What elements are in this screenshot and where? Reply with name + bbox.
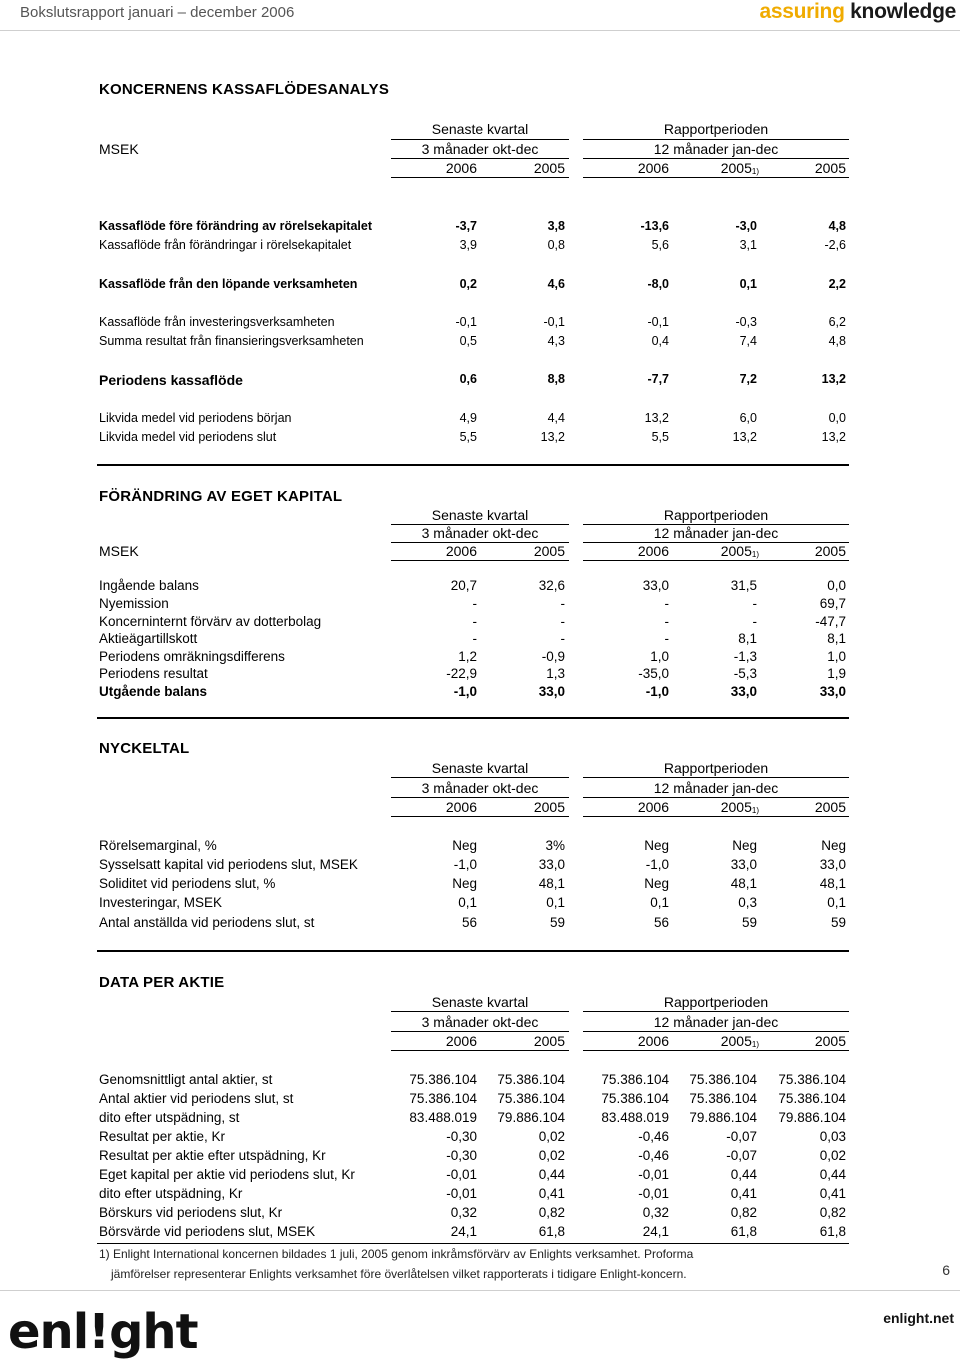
cell-value: 0,4 bbox=[651, 334, 669, 348]
header-divider bbox=[0, 30, 960, 31]
header-rule bbox=[391, 139, 569, 140]
table-row bbox=[97, 1167, 849, 1185]
row-label: Utgående balans bbox=[99, 684, 208, 699]
table-row bbox=[97, 915, 849, 933]
year-header: 2005 bbox=[533, 160, 565, 176]
cell-value: 0,3 bbox=[738, 895, 757, 910]
header-rule bbox=[391, 1031, 569, 1032]
year-header-footnoted bbox=[675, 799, 759, 815]
table-row bbox=[97, 277, 849, 295]
cell-value: 31,5 bbox=[730, 578, 757, 593]
period-subtitle: 12 månader jan-dec bbox=[653, 780, 779, 796]
cell-value: 79.886.104 bbox=[497, 1110, 565, 1125]
cell-value: 61,8 bbox=[538, 1224, 565, 1239]
cell-value: 0,03 bbox=[819, 1129, 846, 1144]
cell-value: 33,0 bbox=[642, 578, 669, 593]
quarter-subtitle: 3 månader okt-dec bbox=[421, 141, 539, 157]
cell-value: Neg bbox=[644, 876, 669, 891]
cell-value: - bbox=[560, 614, 565, 629]
cell-value: 4,9 bbox=[459, 411, 477, 425]
table-row bbox=[97, 1205, 849, 1223]
year-header: 2006 bbox=[445, 160, 477, 176]
cell-value: 59 bbox=[741, 915, 757, 930]
section-divider bbox=[97, 1243, 849, 1244]
year-header: 2005 bbox=[533, 543, 565, 559]
cashflow-section bbox=[97, 78, 849, 470]
cell-value: 3,9 bbox=[459, 238, 477, 252]
cell-value: 75.386.104 bbox=[689, 1072, 757, 1087]
table-row bbox=[97, 895, 849, 913]
cell-value: 6,0 bbox=[739, 411, 757, 425]
row-label: Kassaflöde från förändringar i rörelsekapitalet bbox=[99, 238, 352, 252]
table-row bbox=[97, 666, 849, 684]
cell-value: 13,2 bbox=[821, 372, 846, 386]
table-row bbox=[97, 219, 849, 237]
cell-value: -3,7 bbox=[455, 219, 477, 233]
row-label: Kassaflöde från den löpande verksamheten bbox=[99, 277, 358, 291]
year-header-value: 2005 bbox=[720, 160, 752, 176]
cell-value: -1,3 bbox=[733, 649, 757, 664]
footnote-marker: 1) bbox=[751, 1040, 759, 1049]
footnote-line-2: jämförelser representerar Enlights verksamhet före överlåtelsen vilket rapporterats i tidigare Enlight-koncern. bbox=[111, 1267, 687, 1281]
cell-value: 0,6 bbox=[459, 372, 477, 386]
cell-value: 0,32 bbox=[450, 1205, 477, 1220]
cell-value: - bbox=[664, 596, 669, 611]
cell-value: 75.386.104 bbox=[601, 1072, 669, 1087]
cell-value: 75.386.104 bbox=[497, 1091, 565, 1106]
cell-value: 0,82 bbox=[819, 1205, 846, 1220]
table-row bbox=[97, 1186, 849, 1204]
cell-value: 61,8 bbox=[819, 1224, 846, 1239]
row-label: Nyemission bbox=[99, 596, 169, 611]
cell-value: 75.386.104 bbox=[778, 1091, 846, 1106]
cell-value: - bbox=[752, 614, 757, 629]
cell-value: -35,0 bbox=[638, 666, 669, 681]
cell-value: 0,1 bbox=[458, 895, 477, 910]
table-row bbox=[97, 1224, 849, 1242]
cell-value: -22,9 bbox=[446, 666, 477, 681]
row-label: Resultat per aktie efter utspädning, Kr bbox=[99, 1148, 326, 1163]
cell-value: 0,41 bbox=[819, 1186, 846, 1201]
cell-value: 7,2 bbox=[739, 372, 757, 386]
row-label: Summa resultat från finansieringsverksamheten bbox=[99, 334, 364, 348]
cell-value: 0,41 bbox=[538, 1186, 565, 1201]
cell-value: 0,02 bbox=[538, 1129, 565, 1144]
cell-value: 0,82 bbox=[538, 1205, 565, 1220]
cell-value: -5,3 bbox=[733, 666, 757, 681]
quarter-group-title: Senaste kvartal bbox=[431, 121, 529, 137]
per-share-section bbox=[97, 972, 849, 1248]
footnote-marker: 1) bbox=[751, 167, 759, 176]
cell-value: 3,1 bbox=[739, 238, 757, 252]
cell-value: -0,3 bbox=[735, 315, 757, 329]
row-label: Ingående balans bbox=[99, 578, 199, 593]
year-header: 2006 bbox=[445, 1033, 477, 1049]
cell-value: 33,0 bbox=[730, 857, 757, 872]
cell-value: 4,6 bbox=[547, 277, 565, 291]
cell-value: -0,1 bbox=[455, 315, 477, 329]
section-divider bbox=[97, 717, 849, 719]
cell-value: -1,0 bbox=[645, 684, 669, 699]
cell-value: Neg bbox=[732, 838, 757, 853]
cell-value: 20,7 bbox=[450, 578, 477, 593]
cell-value: -1,0 bbox=[645, 857, 669, 872]
year-header: 2006 bbox=[637, 1033, 669, 1049]
year-header: 2005 bbox=[533, 799, 565, 815]
cell-value: 0,1 bbox=[650, 895, 669, 910]
cell-value: -2,6 bbox=[824, 238, 846, 252]
cell-value: 48,1 bbox=[819, 876, 846, 891]
cell-value: -47,7 bbox=[815, 614, 846, 629]
cell-value: 79.886.104 bbox=[689, 1110, 757, 1125]
header-rule bbox=[583, 560, 849, 561]
header-rule bbox=[391, 158, 569, 159]
header-rule bbox=[583, 797, 849, 798]
cell-value: 0,44 bbox=[730, 1167, 757, 1182]
cell-value: 33,0 bbox=[819, 684, 846, 699]
cell-value: 0,41 bbox=[730, 1186, 757, 1201]
cell-value: -0,01 bbox=[446, 1167, 477, 1182]
table-row bbox=[97, 684, 849, 702]
quarter-group-title: Senaste kvartal bbox=[431, 507, 529, 523]
year-header-footnoted bbox=[675, 543, 759, 559]
cell-value: - bbox=[472, 596, 477, 611]
cell-value: 0,5 bbox=[459, 334, 477, 348]
cell-value: Neg bbox=[452, 838, 477, 853]
cell-value: -0,1 bbox=[543, 315, 565, 329]
row-label: Antal anställda vid periodens slut, st bbox=[99, 915, 315, 930]
cell-value: -0,9 bbox=[541, 649, 565, 664]
quarter-subtitle: 3 månader okt-dec bbox=[421, 780, 539, 796]
table-row bbox=[97, 1129, 849, 1147]
cell-value: -0,30 bbox=[446, 1129, 477, 1144]
cell-value: - bbox=[560, 596, 565, 611]
cell-value: 75.386.104 bbox=[778, 1072, 846, 1087]
section-divider bbox=[97, 464, 849, 466]
cell-value: -8,0 bbox=[647, 277, 669, 291]
table-row bbox=[97, 649, 849, 667]
row-label: Periodens omräkningsdifferens bbox=[99, 649, 285, 664]
section-divider bbox=[97, 950, 849, 952]
cell-value: 1,0 bbox=[827, 649, 846, 664]
table-row bbox=[97, 1091, 849, 1109]
cell-value: 59 bbox=[830, 915, 846, 930]
quarter-subtitle: 3 månader okt-dec bbox=[421, 1014, 539, 1030]
footer-divider bbox=[0, 1290, 960, 1291]
year-header: 2006 bbox=[637, 160, 669, 176]
cell-value: -1,0 bbox=[453, 857, 477, 872]
website-link[interactable]: enlight.net bbox=[883, 1310, 954, 1326]
year-header: 2005 bbox=[814, 160, 846, 176]
row-label: Antal aktier vid periodens slut, st bbox=[99, 1091, 294, 1106]
cell-value: 1,9 bbox=[827, 666, 846, 681]
cell-value: 1,3 bbox=[546, 666, 565, 681]
unit-label: MSEK bbox=[99, 543, 139, 559]
cell-value: 5,5 bbox=[651, 430, 669, 444]
cell-value: -13,6 bbox=[640, 219, 669, 233]
row-label: dito efter utspädning, st bbox=[99, 1110, 240, 1125]
row-label: Genomsnittligt antal aktier, st bbox=[99, 1072, 273, 1087]
header-rule bbox=[391, 816, 569, 817]
cell-value: -0,30 bbox=[446, 1148, 477, 1163]
cell-value: Neg bbox=[644, 838, 669, 853]
cell-value: 4,8 bbox=[828, 219, 846, 233]
cell-value: 0,82 bbox=[730, 1205, 757, 1220]
table-row bbox=[97, 334, 849, 352]
row-label: Eget kapital per aktie vid periodens slut, Kr bbox=[99, 1167, 355, 1182]
unit-label: MSEK bbox=[99, 141, 139, 157]
cell-value: -0,07 bbox=[726, 1148, 757, 1163]
cell-value: 48,1 bbox=[538, 876, 565, 891]
cell-value: 1,0 bbox=[650, 649, 669, 664]
cell-value: 33,0 bbox=[819, 857, 846, 872]
row-label: Börsvärde vid periodens slut, MSEK bbox=[99, 1224, 316, 1239]
cell-value: 32,6 bbox=[538, 578, 565, 593]
cell-value: 33,0 bbox=[538, 684, 565, 699]
cell-value: 48,1 bbox=[730, 876, 757, 891]
cell-value: - bbox=[664, 631, 669, 646]
cell-value: 3,8 bbox=[547, 219, 565, 233]
cell-value: 8,8 bbox=[547, 372, 565, 386]
header-rule bbox=[583, 158, 849, 159]
header-rule bbox=[583, 816, 849, 817]
cell-value: 0,1 bbox=[827, 895, 846, 910]
header-rule bbox=[391, 797, 569, 798]
year-header-value: 2005 bbox=[720, 799, 752, 815]
cell-value: 79.886.104 bbox=[778, 1110, 846, 1125]
cell-value: 33,0 bbox=[538, 857, 565, 872]
cell-value: 75.386.104 bbox=[497, 1072, 565, 1087]
cell-value: 8,1 bbox=[738, 631, 757, 646]
cell-value: 3% bbox=[545, 838, 565, 853]
cell-value: - bbox=[472, 614, 477, 629]
cell-value: 75.386.104 bbox=[409, 1091, 477, 1106]
cell-value: 0,1 bbox=[546, 895, 565, 910]
row-label: Likvida medel vid periodens början bbox=[99, 411, 292, 425]
cell-value: 56 bbox=[461, 915, 477, 930]
row-label: Periodens kassaflöde bbox=[99, 372, 243, 388]
enlight-logo: enl!ght bbox=[8, 1304, 198, 1360]
cell-value: 69,7 bbox=[819, 596, 846, 611]
cell-value: 75.386.104 bbox=[409, 1072, 477, 1087]
row-label: Periodens resultat bbox=[99, 666, 208, 681]
brand-logo bbox=[759, 0, 956, 24]
period-subtitle: 12 månader jan-dec bbox=[653, 141, 779, 157]
row-label: Rörelsemarginal, % bbox=[99, 838, 217, 853]
cell-value: 75.386.104 bbox=[689, 1091, 757, 1106]
year-header: 2006 bbox=[445, 799, 477, 815]
table-row bbox=[97, 578, 849, 596]
cell-value: 4,4 bbox=[547, 411, 565, 425]
table-row bbox=[97, 596, 849, 614]
cell-value: 0,44 bbox=[819, 1167, 846, 1182]
cell-value: -0,01 bbox=[638, 1167, 669, 1182]
period-group-title: Rapportperioden bbox=[663, 760, 769, 776]
period-subtitle: 12 månader jan-dec bbox=[653, 525, 779, 541]
report-title: Bokslutsrapport januari – december 2006 bbox=[20, 4, 295, 21]
table-row bbox=[97, 411, 849, 429]
row-label: Kassaflöde från investeringsverksamheten bbox=[99, 315, 335, 329]
cell-value: 7,4 bbox=[739, 334, 757, 348]
period-group-title: Rapportperioden bbox=[663, 507, 769, 523]
cell-value: 24,1 bbox=[642, 1224, 669, 1239]
cell-value: 0,0 bbox=[827, 578, 846, 593]
cell-value: 0,0 bbox=[828, 411, 846, 425]
row-label: Koncerninternt förvärv av dotterbolag bbox=[99, 614, 322, 629]
equity-section bbox=[97, 486, 849, 722]
table-row bbox=[97, 1148, 849, 1166]
quarter-group-title: Senaste kvartal bbox=[431, 760, 529, 776]
header-rule bbox=[391, 1011, 569, 1012]
cell-value: - bbox=[560, 631, 565, 646]
cell-value: 0,02 bbox=[819, 1148, 846, 1163]
row-label: Kassaflöde före förändring av rörelsekapitalet bbox=[99, 219, 373, 233]
section-title: KONCERNENS KASSAFLÖDESANALYS bbox=[99, 81, 390, 98]
cell-value: 4,3 bbox=[547, 334, 565, 348]
cell-value: 13,2 bbox=[821, 430, 846, 444]
cell-value: 24,1 bbox=[450, 1224, 477, 1239]
header-rule bbox=[391, 777, 569, 778]
header-rule bbox=[583, 1031, 849, 1032]
cell-value: -0,46 bbox=[638, 1148, 669, 1163]
cell-value: 61,8 bbox=[730, 1224, 757, 1239]
table-row bbox=[97, 631, 849, 649]
row-label: Likvida medel vid periodens slut bbox=[99, 430, 277, 444]
cell-value: - bbox=[752, 596, 757, 611]
cell-value: 0,8 bbox=[547, 238, 565, 252]
year-header: 2006 bbox=[637, 543, 669, 559]
year-header: 2005 bbox=[814, 543, 846, 559]
year-header-footnoted bbox=[675, 160, 759, 176]
footnote-marker: 1) bbox=[751, 806, 759, 815]
header-rule bbox=[391, 1050, 569, 1051]
cell-value: 0,32 bbox=[642, 1205, 669, 1220]
cell-value: 1,2 bbox=[458, 649, 477, 664]
table-row bbox=[97, 857, 849, 875]
cell-value: 56 bbox=[653, 915, 669, 930]
section-title: FÖRÄNDRING AV EGET KAPITAL bbox=[99, 488, 343, 505]
cell-value: -1,0 bbox=[453, 684, 477, 699]
cell-value: - bbox=[472, 631, 477, 646]
table-row bbox=[97, 838, 849, 856]
cell-value: 59 bbox=[549, 915, 565, 930]
year-header-footnoted bbox=[675, 1033, 759, 1049]
cell-value: Neg bbox=[452, 876, 477, 891]
table-row bbox=[97, 315, 849, 333]
cell-value: 13,2 bbox=[540, 430, 565, 444]
header-rule bbox=[391, 177, 569, 178]
cell-value: 83.488.019 bbox=[409, 1110, 477, 1125]
cell-value: 8,1 bbox=[827, 631, 846, 646]
table-row bbox=[97, 614, 849, 632]
cell-value: 83.488.019 bbox=[601, 1110, 669, 1125]
cell-value: 4,8 bbox=[828, 334, 846, 348]
header-rule bbox=[583, 777, 849, 778]
header-rule bbox=[583, 1011, 849, 1012]
brand-word-knowledge: knowledge bbox=[850, 0, 956, 23]
period-group-title: Rapportperioden bbox=[663, 121, 769, 137]
cell-value: -0,01 bbox=[446, 1186, 477, 1201]
footnote-line-1: 1) Enlight International koncernen bildades 1 juli, 2005 genom inkråmsförvärv av Enlights verksamhet. Proforma bbox=[99, 1247, 694, 1261]
table-row bbox=[97, 430, 849, 448]
cell-value: 33,0 bbox=[730, 684, 757, 699]
header-rule bbox=[583, 139, 849, 140]
cell-value: -0,01 bbox=[638, 1186, 669, 1201]
cell-value: -0,46 bbox=[638, 1129, 669, 1144]
year-header: 2005 bbox=[533, 1033, 565, 1049]
period-group-title: Rapportperioden bbox=[663, 994, 769, 1010]
cell-value: 13,2 bbox=[732, 430, 757, 444]
section-title: DATA PER AKTIE bbox=[99, 974, 225, 991]
header-rule bbox=[583, 177, 849, 178]
year-header: 2005 bbox=[814, 799, 846, 815]
period-subtitle: 12 månader jan-dec bbox=[653, 1014, 779, 1030]
section-title: NYCKELTAL bbox=[99, 740, 190, 757]
brand-word-assuring: assuring bbox=[759, 0, 845, 23]
cell-value: - bbox=[664, 614, 669, 629]
year-header-value: 2005 bbox=[720, 543, 752, 559]
footnote-marker: 1) bbox=[751, 550, 759, 559]
cell-value: -3,0 bbox=[735, 219, 757, 233]
cell-value: 2,2 bbox=[828, 277, 846, 291]
cell-value: 0,02 bbox=[538, 1148, 565, 1163]
table-row bbox=[97, 1110, 849, 1128]
cell-value: 5,6 bbox=[651, 238, 669, 252]
cell-value: Neg bbox=[821, 838, 846, 853]
header-rule bbox=[583, 1050, 849, 1051]
cell-value: -0,07 bbox=[726, 1129, 757, 1144]
year-header: 2006 bbox=[637, 799, 669, 815]
table-row bbox=[97, 372, 849, 390]
year-header-value: 2005 bbox=[720, 1033, 752, 1049]
row-label: Investeringar, MSEK bbox=[99, 895, 223, 910]
cell-value: 13,2 bbox=[644, 411, 669, 425]
table-row bbox=[97, 1072, 849, 1090]
cell-value: 75.386.104 bbox=[601, 1091, 669, 1106]
table-row bbox=[97, 238, 849, 256]
table-row bbox=[97, 876, 849, 894]
row-label: Börskurs vid periodens slut, Kr bbox=[99, 1205, 283, 1220]
row-label: Sysselsatt kapital vid periodens slut, MSEK bbox=[99, 857, 358, 872]
cell-value: 0,1 bbox=[739, 277, 757, 291]
header-rule bbox=[391, 560, 569, 561]
quarter-group-title: Senaste kvartal bbox=[431, 994, 529, 1010]
quarter-subtitle: 3 månader okt-dec bbox=[421, 525, 539, 541]
key-ratios-section bbox=[97, 738, 849, 956]
row-label: dito efter utspädning, Kr bbox=[99, 1186, 243, 1201]
cell-value: 5,5 bbox=[459, 430, 477, 444]
row-label: Aktieägartillskott bbox=[99, 631, 198, 646]
row-label: Soliditet vid periodens slut, % bbox=[99, 876, 276, 891]
cell-value: 0,2 bbox=[459, 277, 477, 291]
cell-value: 6,2 bbox=[828, 315, 846, 329]
page-number: 6 bbox=[942, 1262, 950, 1278]
year-header: 2006 bbox=[445, 543, 477, 559]
cell-value: -0,1 bbox=[647, 315, 669, 329]
cell-value: -7,7 bbox=[647, 372, 669, 386]
cell-value: 0,44 bbox=[538, 1167, 565, 1182]
row-label: Resultat per aktie, Kr bbox=[99, 1129, 226, 1144]
year-header: 2005 bbox=[814, 1033, 846, 1049]
